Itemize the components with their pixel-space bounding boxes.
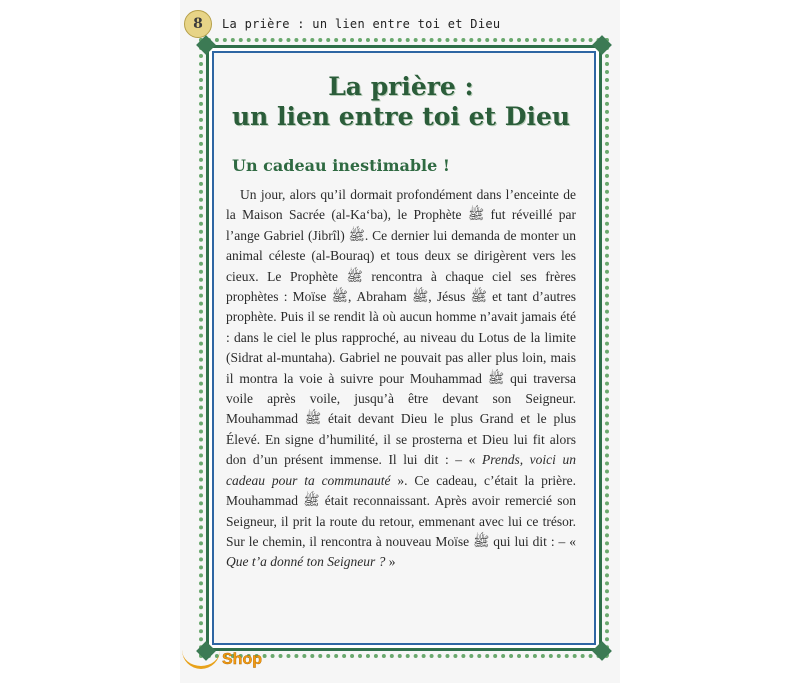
body-paragraph <box>226 185 576 573</box>
chapter-title <box>226 72 576 132</box>
paragraph-text: ». Ce cadeau, c’était la prière. Mouhammad ﷺ était reconnaissant. Après avoir remercié son Seigneur, il prit la route du retour, emmenant avec lui ce trésor. Sur le chemin, il rencontra à nouveau Moïse ﷺ qui lui dit : – « <box>226 472 577 549</box>
shop-logo <box>182 650 262 669</box>
running-title: La prière : un lien entre toi et Dieu <box>222 17 501 31</box>
chapter-content <box>226 72 576 573</box>
running-header <box>184 12 500 36</box>
chapter-title-line-2: un lien entre toi et Dieu <box>231 102 571 131</box>
logo-text: Shop <box>222 650 262 668</box>
paragraph-text: » <box>385 554 396 570</box>
page-number: 8 <box>184 10 212 38</box>
chapter-title-line-1: La prière : <box>328 72 474 101</box>
quote-text: Que t’a donné ton Seigneur ? <box>226 554 386 570</box>
logo-swirl-icon <box>182 650 220 669</box>
quote-text: Prends, voici un cadeau pour ta communauté <box>226 452 576 488</box>
paragraph-text: Un jour, alors qu’il dormait profondément dans l’enceinte de la Maison Sacrée (al-Ka‘ba), le Prophète ﷺ fut réveillé par l’ange Gabriel (Jibrîl) ﷺ. Ce dernier lui demanda de monter un animal céleste (al-Bouraq) et tous deux se dirigèrent vers les cieux. Le Prophète ﷺ rencontra à chaque ciel ses frères prophètes : Moïse ﷺ, Abraham ﷺ, Jésus ﷺ et tant d’autres prophète. Puis il se rendit là où aucun homme n’avait jamais été : dans le ciel le plus rapproché, au niveau du Lotus de la limite (Sidrat al-muntaha). Gabriel ne pouvait pas aller plus loin, mais il montra la voie à suivre pour Mouhammad ﷺ qui traversa voile après voile, jusqu’à être devant son Seigneur. Mouhammad ﷺ était devant Dieu le plus Grand et le plus Élevé. En signe d’humilité, il se prosterna et Dieu lui fit alors don d’un présent immense. Il lui dit : – « <box>226 187 577 468</box>
section-heading: Un cadeau inestimable ! <box>232 156 450 175</box>
